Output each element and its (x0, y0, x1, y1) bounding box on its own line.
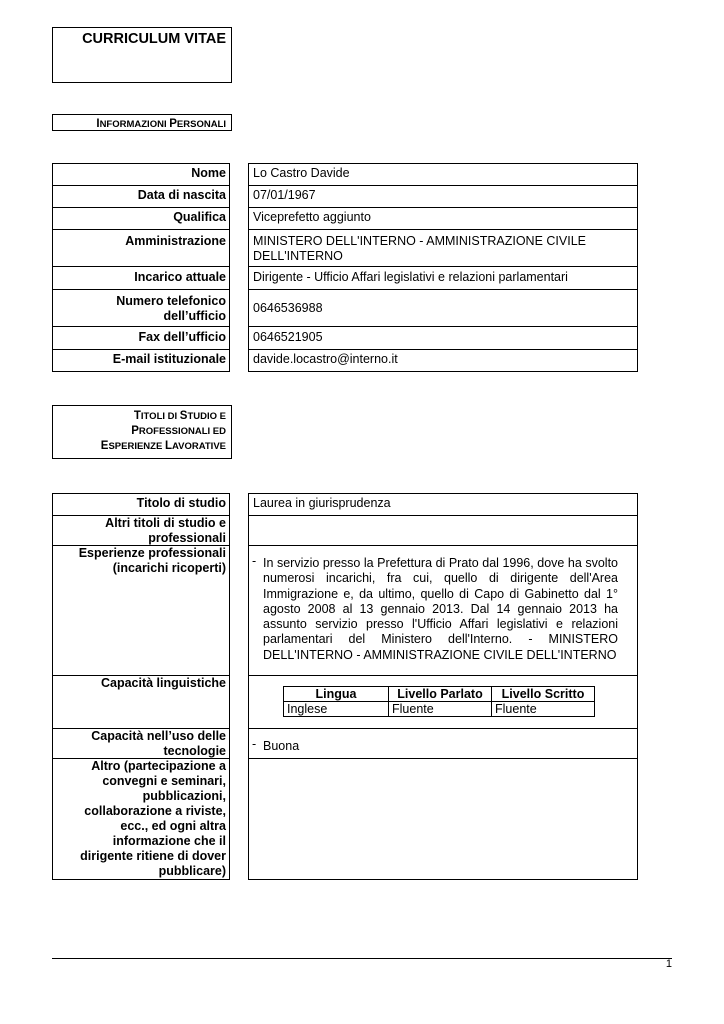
value-tecnologie (248, 728, 638, 759)
value-email: davide.locastro@interno.it (248, 349, 638, 372)
page-number: 1 (665, 958, 672, 970)
label-incarico-attuale: Incarico attuale (52, 266, 230, 290)
section-titles-l1-rest1: ITOLI DI (140, 411, 178, 422)
table-row (284, 702, 595, 717)
section-titles-l3-cap2: L (164, 440, 172, 452)
value-fax: 0646521905 (248, 326, 638, 350)
section-titles-l2-cap1: P (131, 425, 139, 437)
footer-divider (52, 958, 672, 959)
esperienze-text: In servizio presso la Prefettura di Prato dal 1996, dove ha svolto numerosi incarichi, fra cui, quello di dirigente dell'Area Immigrazione e, da ultimo, quello di Capo di Gabinetto dal 1° agosto 2008 al 13 gennaio 2013. Dal 14 gennaio 2013 ha assunto servizio presso l'Ufficio Affari legislativi e relazioni parlamentari del Ministero dell'Interno. - MINISTERO DELL'INTERNO - AMMINISTRAZIONE CIVILE DELL'INTERNO (263, 556, 618, 662)
value-nome: Lo Castro Davide (248, 163, 638, 186)
cell-scritto: Fluente (492, 702, 595, 717)
section-titles-l3-rest2: AVORATIVE (171, 441, 226, 452)
label-qualifica: Qualifica (52, 207, 230, 230)
section-titles-l1-cap1: T (133, 410, 141, 422)
section-titles-line3 (57, 439, 226, 454)
label-tecnologie: Capacità nell’uso delle tecnologie (52, 728, 230, 759)
col-livello-parlato: Livello Parlato (389, 687, 492, 702)
cell-parlato: Fluente (389, 702, 492, 717)
col-lingua: Lingua (284, 687, 389, 702)
section-header-personal-info (52, 114, 232, 131)
value-incarico-attuale: Dirigente - Ufficio Affari legislativi e relazioni parlamentari (248, 266, 638, 290)
section-personal-rest1: NFORMAZIONI (99, 119, 167, 130)
label-lingue: Capacità linguistiche (52, 675, 230, 729)
label-esperienze: Esperienze professionali (incarichi ricoperti) (52, 545, 230, 676)
value-data-nascita: 07/01/1967 (248, 185, 638, 208)
title-box (52, 27, 232, 83)
label-data-nascita: Data di nascita (52, 185, 230, 208)
tecnologie-text: Buona (263, 739, 300, 753)
value-esperienze (248, 545, 638, 676)
document-title: CURRICULUM VITAE (82, 31, 226, 47)
section-personal-cap1: I (96, 118, 100, 130)
col-livello-scritto: Livello Scritto (492, 687, 595, 702)
section-titles-l3-cap1: E (100, 440, 109, 452)
esperienze-dash: - (252, 554, 257, 568)
value-amministrazione: MINISTERO DELL'INTERNO - AMMINISTRAZIONE CIVILE DELL'INTERNO (248, 229, 638, 267)
label-telefono: Numero telefonico dell’ufficio (52, 289, 230, 327)
value-titolo-studio: Laurea in giurisprudenza (248, 493, 638, 516)
cell-lingua: Inglese (284, 702, 389, 717)
tecnologie-dash: - (252, 737, 257, 751)
section-titles-l1-rest2: TUDIO E (187, 411, 226, 422)
value-altro (248, 758, 638, 880)
section-personal-cap2: P (169, 118, 177, 130)
value-qualifica: Viceprefetto aggiunto (248, 207, 638, 230)
section-titles-line2 (57, 424, 226, 439)
section-personal-rest2: ERSONALI (176, 119, 226, 130)
languages-table (283, 686, 595, 717)
section-titles-l1-cap2: S (179, 410, 188, 422)
value-telefono (248, 289, 638, 327)
label-email: E-mail istituzionale (52, 349, 230, 372)
label-altro: Altro (partecipazione a convegni e seminari, pubblicazioni, collaborazione a riviste, ecc., ed ogni altra informazione che il dirigente ritiene di dover pubblicare) (52, 758, 230, 880)
languages-header-row (284, 687, 595, 702)
value-telefono-text: 0646536988 (253, 300, 323, 315)
section-titles-l3-rest1: SPERIENZE (108, 441, 163, 452)
section-titles-line1 (57, 409, 226, 424)
section-header-titles-experience (52, 405, 232, 459)
value-altri-titoli (248, 515, 638, 546)
label-altri-titoli: Altri titoli di studio e professionali (52, 515, 230, 546)
label-nome: Nome (52, 163, 230, 186)
label-amministrazione: Amministrazione (52, 229, 230, 267)
label-fax: Fax dell’ufficio (52, 326, 230, 350)
label-titolo-studio: Titolo di studio (52, 493, 230, 516)
section-titles-l2-rest1: ROFESSIONALI ED (138, 426, 226, 437)
